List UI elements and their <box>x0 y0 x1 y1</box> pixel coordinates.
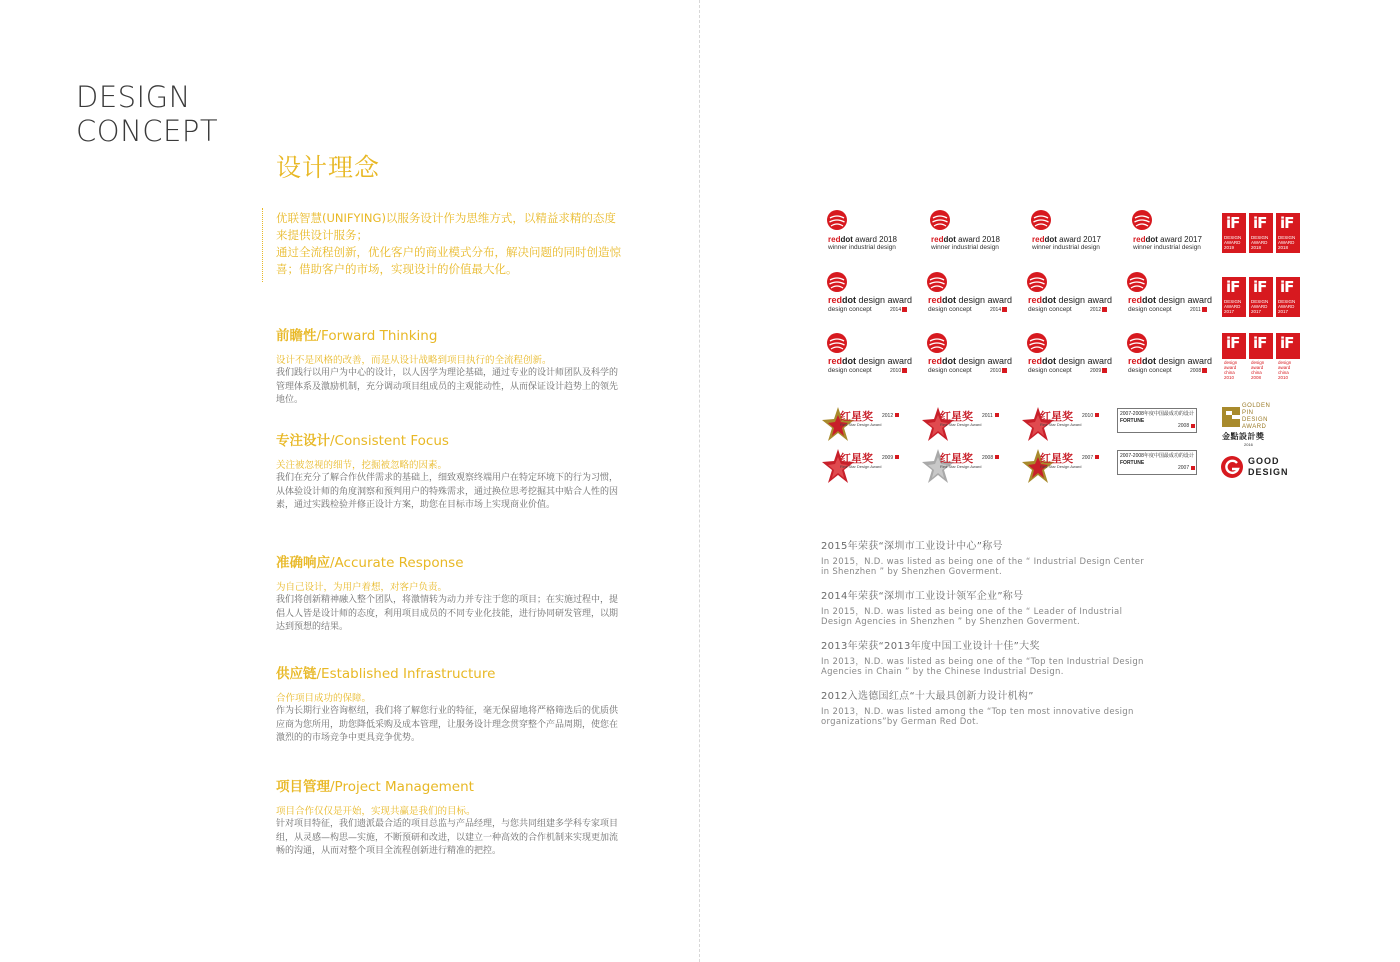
page-title-cn: 设计理念 <box>276 153 381 182</box>
reddot-subtitle: winner industrial design <box>931 244 999 251</box>
award-year: 2008 <box>1178 423 1190 429</box>
red-square-mark <box>1202 307 1207 312</box>
section-heading <box>276 554 626 572</box>
award-year: 2016 <box>1244 442 1253 447</box>
if-label: DESIGN AWARD 2017 <box>1278 299 1296 314</box>
award-year: 2011 <box>1190 307 1201 313</box>
reddot-icon <box>1026 271 1048 293</box>
reddot-icon <box>1131 209 1153 231</box>
red-square-mark <box>1002 307 1007 312</box>
award-year: 2008 <box>1190 368 1202 374</box>
award-year: 2012 <box>882 413 894 419</box>
reddot-subtitle: design concept <box>1128 306 1172 313</box>
fortune-top-text: 2007-2008年度中国最成功的设计 <box>1120 411 1194 417</box>
reddot-title: reddot design award <box>928 295 1013 305</box>
red-square-mark <box>1102 307 1107 312</box>
honor-item <box>821 640 1151 677</box>
section-lead: 关注被忽视的细节，挖掘被忽略的因素。 <box>276 460 448 471</box>
section-heading <box>276 665 626 683</box>
red-star-label: 红星奖 <box>940 452 973 465</box>
reddot-subtitle: design concept <box>1028 367 1072 374</box>
section-forward-thinking <box>276 327 626 408</box>
good-design-label: GOOD DESIGN <box>1248 456 1289 477</box>
fortune-award-logo <box>1117 450 1197 475</box>
section-body: 我们践行以用户为中心的设计，以人因学为理论基础，通过专业的设计师团队及科学的管理体系及激励机制，充分调动项目组成员的主观能动性，从而保证设计趋势上的领先地位。 <box>276 368 619 405</box>
red-square-mark <box>902 368 907 373</box>
if-label: DESIGN AWARD 2017 <box>1224 299 1242 314</box>
red-star-award-logo <box>920 405 1000 445</box>
reddot-subtitle: winner industrial design <box>1032 244 1100 251</box>
red-star-sub: Red Star Design Award <box>940 464 982 469</box>
section-title-cn: 专注设计 <box>276 433 330 449</box>
red-square-mark <box>1202 368 1207 373</box>
if-label: design award china 2008 <box>1251 360 1265 380</box>
good-design-logo <box>1220 455 1290 481</box>
section-title-cn: 供应链 <box>276 666 317 682</box>
section-project-management <box>276 778 626 859</box>
section-body: 作为长期行业咨询枢纽，我们将了解您行业的特征，毫无保留地将严格筛选后的优质供应商为您所用，助您降低采购及成本管理，让服务设计理念贯穿整个产品周期，使您在激烈的的市场竞争中更具竞争优势。 <box>276 706 619 743</box>
honor-description: In 2015，N.D. was listed as being one of the “ Industrial Design Center in Shenzhen ” by Shenzhen Goverment. <box>821 557 1145 577</box>
red-star-sub: Red Star Design Award <box>1040 464 1082 469</box>
reddot-concept-logo <box>920 267 1016 317</box>
reddot-icon <box>1126 332 1148 354</box>
section-lead: 为自己设计，为用户着想，对客户负责。 <box>276 582 448 593</box>
reddot-title: reddot award 2018 <box>828 235 897 244</box>
reddot-subtitle: design concept <box>928 306 972 313</box>
awards-logo-grid <box>820 205 1310 485</box>
section-heading <box>276 778 626 796</box>
section-heading <box>276 432 626 450</box>
section-title-en: /Accurate Response <box>330 555 464 571</box>
if-mark: iF <box>1253 214 1267 232</box>
page-fold-divider <box>699 0 700 962</box>
reddot-icon <box>1026 332 1048 354</box>
red-square-mark <box>1191 466 1195 470</box>
red-star-label: 红星奖 <box>940 410 973 423</box>
good-design-g-icon <box>1220 455 1244 479</box>
section-title-cn: 前瞻性 <box>276 328 317 344</box>
honor-title: 2013年荣获“2013年度中国工业设计十佳”大奖 <box>821 641 1040 652</box>
reddot-concept-logo <box>1020 267 1116 317</box>
intro-line-1: 优联智慧(UNIFYING)以服务设计作为思维方式，以精益求精的态度来提供设计服务； <box>276 211 616 242</box>
section-established-infrastructure <box>276 665 626 746</box>
reddot-concept-logo <box>920 328 1016 378</box>
reddot-icon <box>926 332 948 354</box>
red-square-mark <box>1002 368 1007 373</box>
award-year: 2012 <box>1090 307 1102 313</box>
reddot-concept-logo <box>1020 328 1116 378</box>
honor-description: In 2013，N.D. was listed as being one of the “Top ten Industrial Design Agencies in Chain ” by the Chinese Industrial Design. <box>821 657 1144 677</box>
if-label: DESIGN AWARD 2018 <box>1251 235 1269 250</box>
red-star-label: 红星奖 <box>840 410 873 423</box>
honor-title: 2014年荣获“深圳市工业设计领军企业”称号 <box>821 591 1024 602</box>
red-square-mark <box>902 307 907 312</box>
award-year: 2007 <box>1082 455 1094 461</box>
reddot-subtitle: design concept <box>828 306 872 313</box>
if-mark: iF <box>1280 278 1294 296</box>
award-year: 2008 <box>982 455 994 461</box>
section-body: 我们在充分了解合作伙伴需求的基础上，细致观察终端用户在特定环境下的行为习惯，从体验设计师的角度洞察和预判用户的特殊需求，通过换位思考挖掘其中贴合人性的因素，通过实践检验并修正设计方案，助您在目标市场上实现商业价值。 <box>276 473 619 510</box>
if-mark: iF <box>1253 334 1267 352</box>
reddot-title: reddot award 2017 <box>1133 235 1202 244</box>
reddot-icon <box>826 332 848 354</box>
if-label: DESIGN AWARD 2019 <box>1224 235 1242 250</box>
reddot-title: reddot award 2017 <box>1032 235 1101 244</box>
if-label: DESIGN AWARD 2018 <box>1278 235 1296 250</box>
red-square-mark <box>1102 368 1107 373</box>
section-title-en: /Project Management <box>330 779 474 795</box>
section-title-en: /Established Infrastructure <box>316 666 496 682</box>
red-star-award-logo <box>920 447 1000 487</box>
award-year: 2011 <box>982 413 993 419</box>
section-consistent-focus <box>276 432 626 513</box>
if-china-logo <box>1249 333 1273 380</box>
reddot-title: reddot design award <box>1128 356 1213 366</box>
intro-dotted-rule <box>262 208 263 282</box>
intro-line-2: 通过全流程创新，优化客户的商业模式分布，解决问题的同时创造惊喜；借助客户的市场，实现设计的价值最大化。 <box>276 245 621 276</box>
if-award-logo <box>1249 213 1273 253</box>
section-lead: 设计不是风格的改善，而是从设计战略到项目执行的全流程创新。 <box>276 355 552 366</box>
reddot-icon <box>826 209 848 231</box>
reddot-title: reddot design award <box>1028 356 1113 366</box>
reddot-concept-logo <box>1120 267 1216 317</box>
section-body: 针对项目特征，我们遗派最合适的项目总监与产品经理，与您共同组建多学科专家项目组，从灵感—构思—实施，不断预研和改进，以建立一种高效的合作机制来实现更加流畅的沟通，从而对整个项目全流程创新进行精准的把控。 <box>276 819 619 856</box>
section-heading <box>276 327 626 345</box>
section-lead: 合作项目成功的保障。 <box>276 693 372 704</box>
if-label: design award china 2010 <box>1278 360 1292 380</box>
reddot-subtitle: design concept <box>928 367 972 374</box>
award-year: 2010 <box>990 368 1002 374</box>
fortune-mark: FORTUNE <box>1120 418 1145 424</box>
honor-title: 2015年荣获“深圳市工业设计中心”称号 <box>821 541 1003 552</box>
award-year: 2014 <box>890 307 902 313</box>
section-title-cn: 准确响应 <box>276 555 330 571</box>
fortune-award-logo <box>1117 408 1197 433</box>
reddot-subtitle: winner industrial design <box>1133 244 1201 251</box>
reddot-subtitle: winner industrial design <box>828 244 896 251</box>
honor-description: In 2013，N.D. was listed among the “Top ten most innovative design organizations”by German Red Dot. <box>821 707 1134 727</box>
award-year: 2014 <box>990 307 1002 313</box>
honor-item <box>821 590 1151 627</box>
golden-pin-text: GOLDEN PIN DESIGN AWARD <box>1242 403 1271 430</box>
if-mark: iF <box>1253 278 1267 296</box>
fortune-mark: FORTUNE <box>1120 460 1145 466</box>
award-year: 2009 <box>882 455 894 461</box>
reddot-icon <box>929 209 951 231</box>
red-star-award-logo <box>1020 405 1100 445</box>
red-star-sub: Red Star Design Award <box>940 422 982 427</box>
section-title-en: /Forward Thinking <box>316 328 438 344</box>
honor-item <box>821 540 1151 577</box>
red-square-mark <box>1095 413 1099 417</box>
red-star-sub: Red Star Design Award <box>1040 422 1082 427</box>
reddot-icon <box>926 271 948 293</box>
section-body: 我们将创新精神融入整个团队，将激情转为动力并专注于您的项目；在实施过程中，提倡人人皆是设计师的态度，利用项目成员的不同专业化技能，进行协同研发管理，以期达到预想的结果。 <box>276 595 619 632</box>
reddot-title: reddot design award <box>828 295 913 305</box>
if-mark: iF <box>1226 214 1240 232</box>
reddot-title: reddot design award <box>1128 295 1213 305</box>
golden-pin-icon <box>1220 405 1242 429</box>
red-square-mark <box>995 455 999 459</box>
if-award-logo <box>1222 277 1246 317</box>
if-mark: iF <box>1280 214 1294 232</box>
if-mark: iF <box>1226 278 1240 296</box>
page-title-en <box>76 80 218 148</box>
red-star-label: 红星奖 <box>1040 452 1073 465</box>
red-star-sub: Red Star Design Award <box>840 464 882 469</box>
reddot-title: reddot design award <box>928 356 1013 366</box>
red-square-mark <box>995 413 999 417</box>
reddot-title: reddot design award <box>1028 295 1113 305</box>
section-lead: 项目合作仅仅是开始，实现共赢是我们的目标。 <box>276 806 476 817</box>
section-title-en: /Consistent Focus <box>330 433 449 449</box>
title-line-1: DESIGN <box>76 80 191 114</box>
award-year: 2010 <box>1082 413 1094 419</box>
red-star-award-logo <box>1020 447 1100 487</box>
red-star-label: 红星奖 <box>840 452 873 465</box>
reddot-subtitle: design concept <box>1028 306 1072 313</box>
reddot-concept-logo <box>1120 328 1216 378</box>
honor-item <box>821 690 1151 727</box>
reddot-icon <box>826 271 848 293</box>
if-award-logo <box>1276 213 1300 253</box>
red-star-award-logo <box>820 447 900 487</box>
if-award-logo <box>1222 213 1246 253</box>
golden-pin-award-logo <box>1220 403 1290 447</box>
reddot-award-logo <box>1024 205 1120 255</box>
if-label: design award china 2010 <box>1224 360 1238 380</box>
section-accurate-response <box>276 554 626 635</box>
reddot-subtitle: design concept <box>828 367 872 374</box>
reddot-title: reddot award 2018 <box>931 235 1000 244</box>
reddot-subtitle: design concept <box>1128 367 1172 374</box>
if-mark: iF <box>1226 334 1240 352</box>
red-square-mark <box>1095 455 1099 459</box>
if-award-logo <box>1249 277 1273 317</box>
honors-list <box>821 540 1151 740</box>
section-title-cn: 项目管理 <box>276 779 330 795</box>
reddot-award-logo <box>923 205 1019 255</box>
red-square-mark <box>1191 424 1195 428</box>
red-square-mark <box>895 413 899 417</box>
red-star-sub: Red Star Design Award <box>840 422 882 427</box>
intro-paragraph <box>276 210 624 278</box>
fortune-top-text: 2007-2008年度中国最成功的设计 <box>1120 453 1194 459</box>
if-label: DESIGN AWARD 2017 <box>1251 299 1269 314</box>
reddot-award-logo <box>820 205 916 255</box>
golden-pin-cn: 金點設計獎 <box>1222 432 1265 441</box>
if-china-logo <box>1222 333 1246 380</box>
honor-description: In 2015，N.D. was listed as being one of the “ Leader of Industrial Design Agencies in Shenzhen ” by Shenzhen Goverment. <box>821 607 1123 627</box>
award-year: 2010 <box>890 368 902 374</box>
red-star-award-logo <box>820 405 900 445</box>
reddot-title: reddot design award <box>828 356 913 366</box>
reddot-icon <box>1126 271 1148 293</box>
red-star-label: 红星奖 <box>1040 410 1073 423</box>
honor-title: 2012入选德国红点“十大最具创新力设计机构” <box>821 691 1034 702</box>
if-mark: iF <box>1280 334 1294 352</box>
title-line-2: CONCEPT <box>76 114 219 148</box>
award-year: 2009 <box>1090 368 1102 374</box>
red-square-mark <box>895 455 899 459</box>
if-china-logo <box>1276 333 1300 380</box>
reddot-award-logo <box>1125 205 1221 255</box>
reddot-icon <box>1030 209 1052 231</box>
if-award-logo <box>1276 277 1300 317</box>
reddot-concept-logo <box>820 328 916 378</box>
award-year: 2007 <box>1178 465 1190 471</box>
reddot-concept-logo <box>820 267 916 317</box>
